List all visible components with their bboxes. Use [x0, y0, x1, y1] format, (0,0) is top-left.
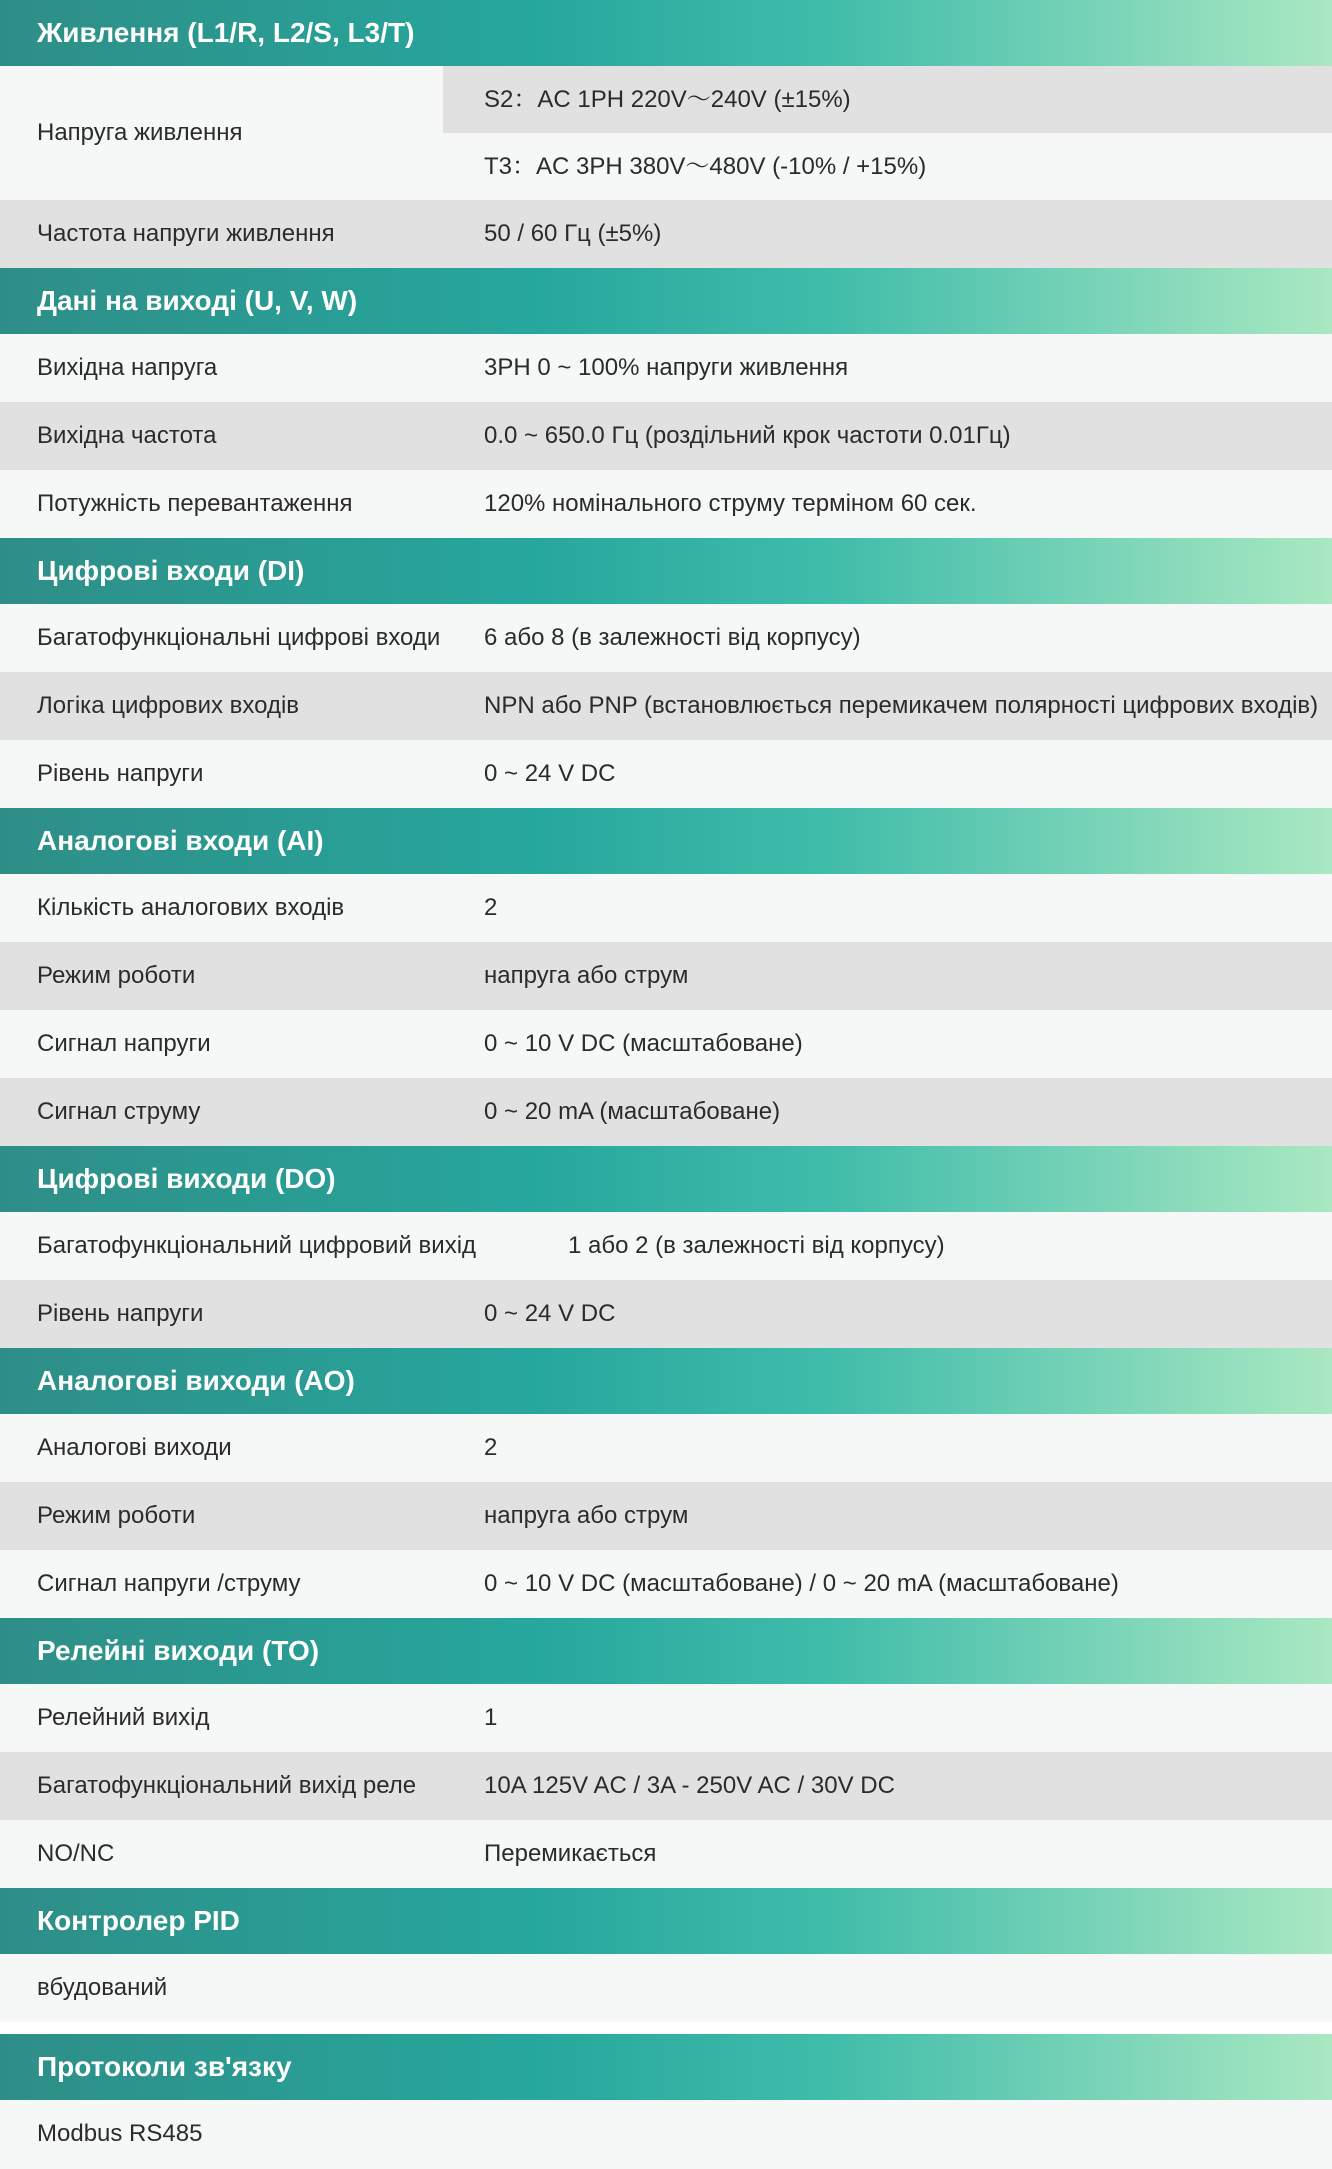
- row-label: Modbus RS485: [37, 2120, 203, 2147]
- row-label: Кількість аналогових входів: [37, 894, 345, 921]
- section-header-output: Дані на виході (U, V, W): [0, 268, 1332, 334]
- table-row: [0, 1414, 1332, 1482]
- row-value: 2: [484, 1434, 498, 1461]
- row-label: Сигнал струму: [37, 1098, 201, 1125]
- section-header-ai: Аналогові входи (AI): [0, 808, 1332, 874]
- row-label: Сигнал напруги /струму: [37, 1570, 301, 1597]
- row-label: Багатофункціональні цифрові входи: [37, 624, 441, 651]
- row-label: Логіка цифрових входів: [37, 692, 300, 719]
- row-label: Вихідна напруга: [37, 354, 218, 381]
- table-row: [0, 1010, 1332, 1078]
- row-label: Рівень напруги: [37, 760, 204, 787]
- table-row: [0, 1212, 1332, 1280]
- row-value: 1: [484, 1704, 498, 1731]
- row-value: 0 ~ 20 mA (масштабоване): [484, 1098, 781, 1125]
- row-value: 0 ~ 24 V DC: [484, 760, 616, 787]
- row-value: 120% номінального струму терміном 60 сек.: [484, 490, 977, 517]
- table-row: [0, 740, 1332, 808]
- row-value: 3PH 0 ~ 100% напруги живлення: [484, 354, 849, 381]
- row-label: Вихідна частота: [37, 422, 217, 449]
- table-row: [0, 1820, 1332, 1888]
- row-label: NO/NC: [37, 1840, 115, 1867]
- table-row: [0, 1684, 1332, 1752]
- supply-voltage-s2: S2：AC 1PH 220V～240V (±15%): [443, 66, 1332, 133]
- section-header-power: Живлення (L1/R, L2/S, L3/T): [0, 0, 1332, 66]
- row-value: 50 / 60 Гц (±5%): [484, 220, 662, 247]
- row-label: Частота напруги живлення: [37, 220, 335, 247]
- section-header-ao: Аналогові виходи (AO): [0, 1348, 1332, 1414]
- row-label: Багатофункціональний вихід реле: [37, 1772, 417, 1799]
- table-row: [0, 1752, 1332, 1820]
- table-row: [0, 402, 1332, 470]
- supply-voltage-t3: T3：AC 3PH 380V～480V (-10% / +15%): [443, 133, 1332, 200]
- row-label: вбудований: [37, 1974, 168, 2001]
- table-row: [0, 470, 1332, 538]
- row-label: Режим роботи: [37, 1502, 196, 1529]
- row-label: Режим роботи: [37, 962, 196, 989]
- table-row: [0, 1550, 1332, 1618]
- table-row: [0, 334, 1332, 402]
- row-value: 6 або 8 (в залежності від корпусу): [484, 624, 861, 651]
- row-label: Релейний вихід: [37, 1704, 210, 1731]
- section-header-do: Цифрові виходи (DO): [0, 1146, 1332, 1212]
- table-row: [0, 874, 1332, 942]
- table-row: [0, 672, 1332, 740]
- section-header-pid: Контролер PID: [0, 1888, 1332, 1954]
- row-value: напруга або струм: [484, 1502, 689, 1529]
- row-value: 0.0 ~ 650.0 Гц (роздільний крок частоти 0.01Гц): [484, 422, 1011, 449]
- row-value: 0 ~ 24 V DC: [484, 1300, 616, 1327]
- table-row: [0, 1280, 1332, 1348]
- row-value: NPN або PNP (встановлюється перемикачем полярності цифрових входів): [484, 692, 1319, 719]
- row-value: 10A 125V AC / 3A - 250V AC / 30V DC: [484, 1772, 895, 1799]
- row-value: 2: [484, 894, 498, 921]
- section-header-di: Цифрові входи (DI): [0, 538, 1332, 604]
- table-row: [0, 604, 1332, 672]
- row-label: Рівень напруги: [37, 1300, 204, 1327]
- table-row: [0, 2100, 1332, 2169]
- row-value: напруга або струм: [484, 962, 689, 989]
- table-row-supply-frequency: [0, 200, 1332, 268]
- row-value: 0 ~ 10 V DC (масштабоване): [484, 1030, 803, 1057]
- table-row: [0, 1078, 1332, 1146]
- row-label: Аналогові виходи: [37, 1434, 232, 1461]
- row-value: Перемикається: [484, 1840, 657, 1867]
- table-row: [0, 1482, 1332, 1550]
- section-header-comm: Протоколи зв'язку: [0, 2034, 1332, 2100]
- table-row: [0, 1954, 1332, 2022]
- row-label: Напруга живлення: [37, 119, 243, 146]
- row-label: Потужність перевантаження: [37, 490, 353, 517]
- row-value: 0 ~ 10 V DC (масштабоване) / 0 ~ 20 mA (масштабоване): [484, 1570, 1119, 1597]
- row-label: Сигнал напруги: [37, 1030, 211, 1057]
- row-value: 1 або 2 (в залежності від корпусу): [568, 1232, 945, 1259]
- section-header-relay: Релейні виходи (TO): [0, 1618, 1332, 1684]
- row-label: Багатофункціональний цифровий вихід: [37, 1232, 477, 1259]
- table-row: [0, 942, 1332, 1010]
